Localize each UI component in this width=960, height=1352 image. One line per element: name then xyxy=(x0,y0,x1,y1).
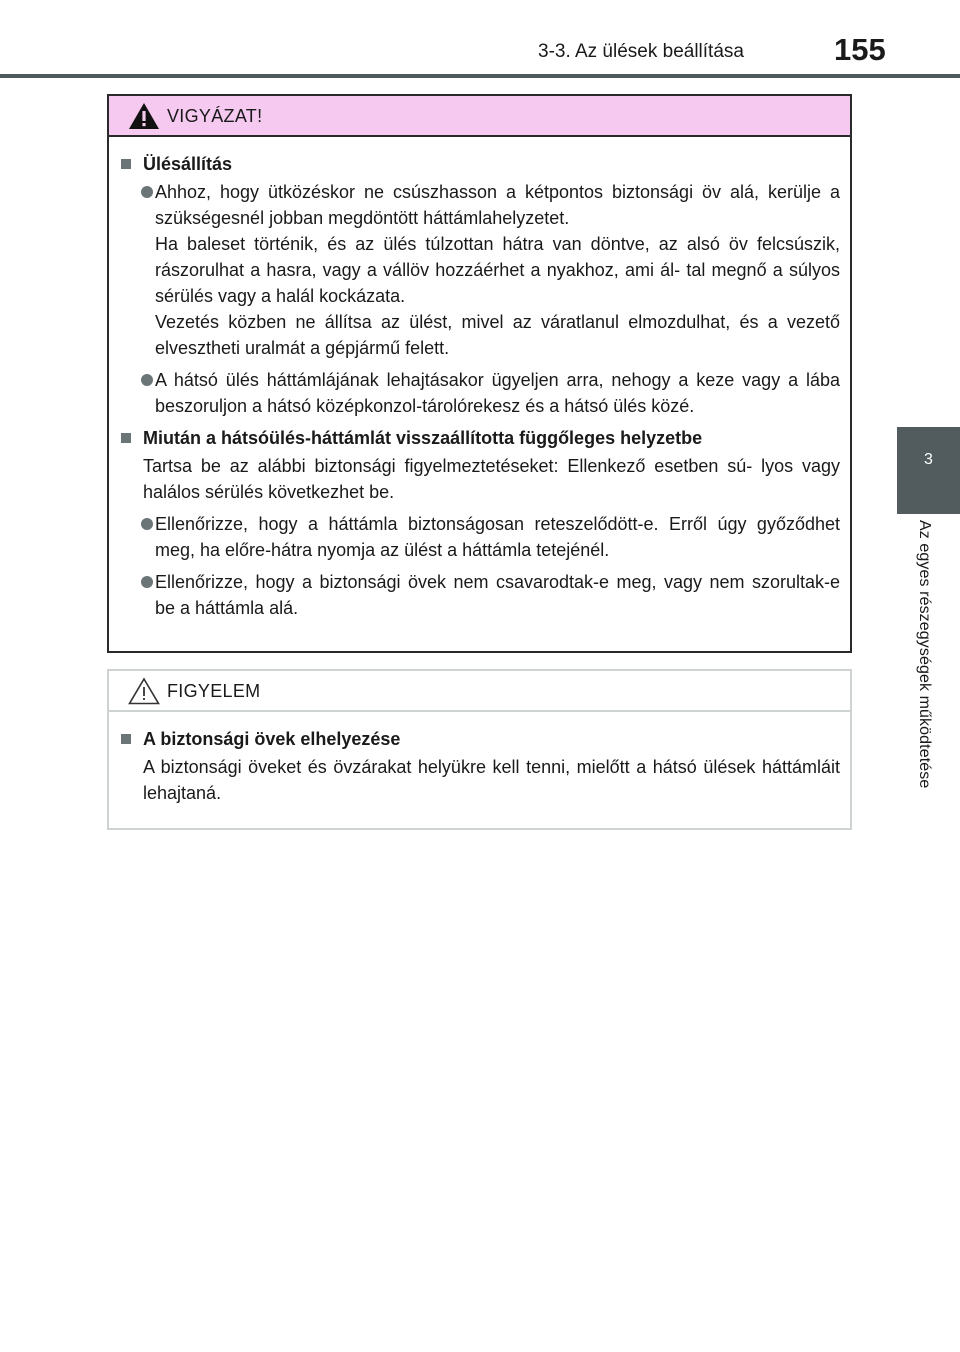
round-bullet-icon xyxy=(141,186,153,198)
paragraph: A biztonsági öveket és övzárakat helyükre kell tenni, mielőtt a hátsó ülések háttámláit lehajtaná. xyxy=(143,757,840,803)
intro-paragraph: Tartsa be az alábbi biztonsági figyelmeztetéseket: Ellenkező esetben sú- lyos vagy halálos sérülés következhet be. xyxy=(143,456,840,502)
list-item xyxy=(121,179,840,361)
warning-triangle-icon xyxy=(128,102,160,130)
square-bullet-icon xyxy=(121,433,131,443)
notice-box-body xyxy=(109,712,850,806)
paragraph: Vezetés közben ne állítsa az ülést, mivel az váratlanul elmozdulhat, és a vezető elvesztheti uralmát a gépjármű felett. xyxy=(155,312,840,358)
page-number: 155 xyxy=(834,32,886,67)
section-title: 3-3. Az ülések beállítása xyxy=(538,41,744,62)
header-divider xyxy=(0,74,960,78)
warning-box-body xyxy=(109,137,850,621)
list-item xyxy=(121,569,840,621)
warning-box xyxy=(107,94,852,653)
section-heading: Ülésállítás xyxy=(121,151,840,177)
chapter-label: Az egyes részegységek működtetése xyxy=(916,520,933,789)
paragraph: A hátsó ülés háttámlájának lehajtásakor ügyeljen arra, nehogy a keze vagy a lába beszoruljon a hátsó középkonzol-tárolórekesz és a hátsó ülés közé. xyxy=(155,370,840,416)
section-heading: Miután a hátsóülés-háttámlát visszaállította függőleges helyzetbe xyxy=(121,425,840,451)
chapter-number: 3 xyxy=(924,451,933,468)
caution-triangle-outline-icon xyxy=(128,677,160,705)
square-bullet-icon xyxy=(121,734,131,744)
paragraph: Ahhoz, hogy ütközéskor ne csúszhasson a kétpontos biztonsági öv alá, kerülje a szükségesnél jobban megdöntött háttámlahelyzetet. xyxy=(155,182,840,228)
round-bullet-icon xyxy=(141,576,153,588)
chapter-tab xyxy=(897,427,960,514)
notice-box xyxy=(107,669,852,830)
section-heading: A biztonsági övek elhelyezése xyxy=(121,726,840,752)
paragraph: Ellenőrizze, hogy a háttámla biztonságosan reteszelődött-e. Erről úgy győződhet meg, ha előre-hátra nyomja az ülést a háttámla tetejénél. xyxy=(155,514,840,560)
notice-box-header xyxy=(109,671,850,712)
paragraph: Ha baleset történik, és az ülés túlzottan hátra van döntve, az alsó öv felcsúszik, rászorulhat a hasra, vagy a vállöv hozzáérhet a nyakhoz, ami ál- tal megnő a súlyos sérülés vagy a halál kockázata. xyxy=(155,234,840,306)
warning-box-header xyxy=(109,96,850,137)
round-bullet-icon xyxy=(141,518,153,530)
list-item xyxy=(121,511,840,563)
notice-box-title: FIGYELEM xyxy=(167,681,261,701)
square-bullet-icon xyxy=(121,159,131,169)
list-item xyxy=(121,367,840,419)
round-bullet-icon xyxy=(141,374,153,386)
paragraph: Ellenőrizze, hogy a biztonsági övek nem csavarodtak-e meg, vagy nem szorultak-e be a háttámla alá. xyxy=(155,572,840,618)
warning-box-title: VIGYÁZAT! xyxy=(167,106,263,126)
